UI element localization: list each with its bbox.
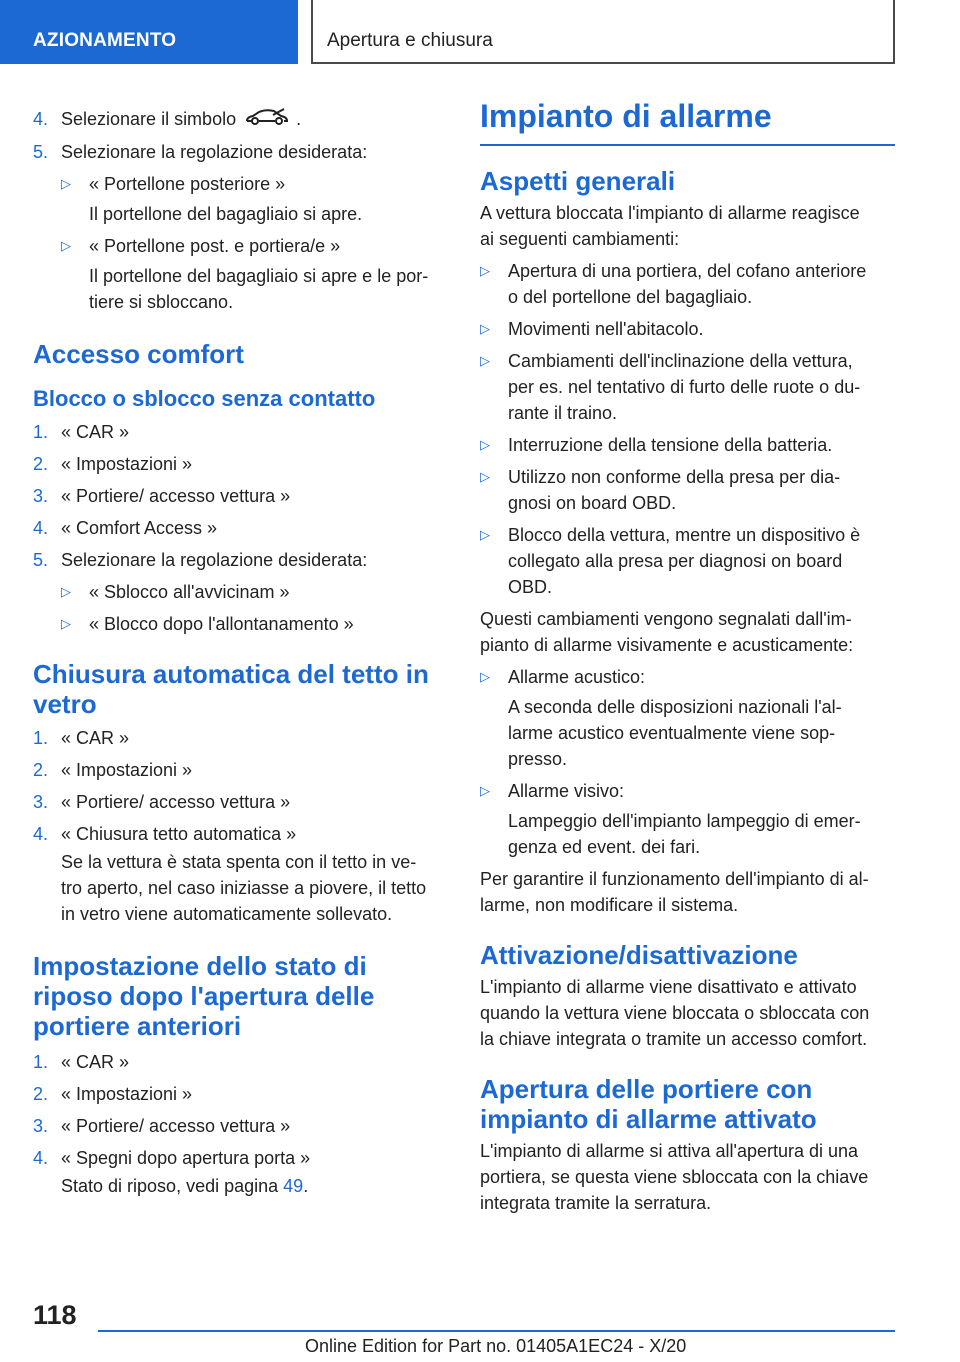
bullet-line: Interruzione della tensione della batteria. — [508, 435, 833, 455]
option-item — [61, 579, 445, 605]
step-item — [33, 1049, 445, 1075]
change-item — [480, 522, 895, 600]
triangle-bullet-icon: ▷ — [61, 176, 71, 192]
heading-contactless: Blocco o sblocco senza contatto — [33, 386, 376, 412]
step-text: « Portiere/ accesso vettura » — [61, 1116, 291, 1137]
heading-line: Impostazione dello stato di — [33, 951, 367, 982]
step-item — [33, 757, 445, 783]
heading-line: riposo dopo l'apertura delle — [33, 981, 375, 1012]
triangle-bullet-icon: ▷ — [61, 584, 71, 600]
step-text: « Impostazioni » — [61, 1084, 193, 1105]
triangle-bullet-icon: ▷ — [480, 263, 490, 278]
heading-general: Aspetti generali — [480, 166, 676, 196]
step-item — [33, 483, 445, 509]
step-text: « Comfort Access » — [61, 518, 218, 539]
option-desc: Il portellone del bagagliaio si apre e le por- — [89, 266, 429, 287]
triangle-bullet-icon: ▷ — [480, 321, 490, 336]
triangle-bullet-icon: ▷ — [480, 669, 490, 684]
triangle-bullet-icon: ▷ — [61, 238, 71, 254]
heading-line: Chiusura automatica del tetto in — [33, 659, 429, 690]
right-column — [480, 96, 895, 1222]
bullet-line: Cambiamenti dell'inclinazione della vettura, — [508, 351, 853, 371]
step-text: Selezionare il simbolo — [61, 109, 237, 129]
rest-note — [33, 1173, 445, 1199]
heading-roof — [33, 659, 445, 719]
step-text: « CAR » — [61, 728, 130, 749]
doors-paragraph — [480, 1138, 895, 1216]
step-text: « Spegni dopo apertura porta » — [61, 1148, 311, 1169]
para-line: A vettura bloccata l'impianto di allarme reagisce — [480, 203, 860, 223]
step-number: 4. — [33, 109, 49, 129]
bullet-line: OBD. — [508, 577, 553, 597]
para-line: integrata tramite la serratura. — [480, 1193, 712, 1213]
step-item — [33, 139, 445, 165]
para-line: la chiave integrata o tramite un accesso comfort. — [480, 1029, 868, 1049]
heading-line: portiere anteriori — [33, 1011, 242, 1042]
step-number: 2. — [33, 1084, 49, 1105]
option-desc: Il portellone del bagagliaio si apre. — [89, 204, 363, 225]
page-number: 118 — [33, 1300, 77, 1330]
step-number: 1. — [33, 422, 49, 443]
para-line: Per garantire il funzionamento dell'impianto di al- — [480, 869, 869, 889]
triangle-bullet-icon: ▷ — [61, 616, 71, 632]
heading-door-opening — [480, 1074, 895, 1134]
para-line: L'impianto di allarme viene disattivato e attivato — [480, 977, 857, 997]
step-number: 2. — [33, 454, 49, 475]
heading-rule — [480, 144, 895, 146]
option-label: « Sblocco all'avvicinam » — [89, 582, 290, 603]
heading-rest-state — [33, 951, 445, 1041]
bullet-label: Allarme acustico: — [508, 667, 646, 687]
heading-alarm-system: Impianto di allarme — [480, 98, 772, 134]
option-label: « Blocco dopo l'allontanamento » — [89, 614, 354, 635]
signal-paragraph — [480, 606, 895, 658]
step-item — [33, 725, 445, 751]
step-number: 1. — [33, 728, 49, 749]
option-item — [61, 233, 445, 315]
bullet-line: o del portellone del bagagliaio. — [508, 287, 753, 307]
bullet-line: larme acustico eventualmente viene sop- — [508, 723, 836, 743]
bullet-line: Movimenti nell'abitacolo. — [508, 319, 704, 339]
bullet-line: per es. nel tentativo di furto delle ruote o du- — [508, 377, 861, 397]
para-line: Questi cambiamenti vengono segnalati dall'im- — [480, 609, 852, 629]
step-item — [33, 106, 445, 133]
triangle-bullet-icon: ▷ — [480, 469, 490, 484]
bullet-line: rante il traino. — [508, 403, 618, 423]
change-item — [480, 316, 895, 342]
step-item — [33, 1113, 445, 1139]
step-number: 4. — [33, 518, 49, 539]
option-label: « Portellone post. e portiera/e » — [89, 236, 341, 257]
option-label: « Portellone posteriore » — [89, 174, 286, 195]
footer-edition: Online Edition for Part no. 01405A1EC24 - X/20 — [305, 1336, 687, 1356]
step-item — [33, 789, 445, 815]
guarantee-paragraph — [480, 866, 895, 918]
step-item — [33, 451, 445, 477]
step-number: 5. — [33, 550, 49, 571]
para-line: quando la vettura viene bloccata o sbloccata con — [480, 1003, 870, 1023]
para-line: larme, non modificare il sistema. — [480, 895, 739, 915]
bullet-line: genza ed event. dei fari. — [508, 837, 701, 857]
step-number: 3. — [33, 792, 49, 813]
step-text: « CAR » — [61, 1052, 130, 1073]
bullet-line: gnosi on board OBD. — [508, 493, 677, 513]
change-item — [480, 348, 895, 426]
bullet-label: Allarme visivo: — [508, 781, 625, 801]
step-suffix: . — [296, 109, 302, 129]
heading-line: Apertura delle portiere con — [480, 1074, 813, 1104]
step-text: « Impostazioni » — [61, 454, 193, 475]
step-text: Selezionare la regolazione desiderata: — [61, 142, 368, 163]
footer-rule — [98, 1330, 895, 1332]
change-item — [480, 432, 895, 458]
heading-activation: Attivazione/disattivazione — [480, 940, 798, 970]
step-item — [33, 547, 445, 573]
left-column — [33, 96, 445, 1199]
triangle-bullet-icon: ▷ — [480, 437, 490, 452]
triangle-bullet-icon: ▷ — [480, 353, 490, 368]
step-number: 1. — [33, 1052, 49, 1073]
bullet-line: Utilizzo non conforme della presa per dia- — [508, 467, 841, 487]
step-number: 5. — [33, 142, 49, 163]
heading-comfort-access: Accesso comfort — [33, 339, 244, 370]
step-text: « Impostazioni » — [61, 760, 193, 781]
heading-line: impianto di allarme attivato — [480, 1104, 817, 1134]
car-icon — [244, 107, 290, 133]
step-text: « Portiere/ accesso vettura » — [61, 792, 291, 813]
step-item — [33, 515, 445, 541]
bullet-line: presso. — [508, 749, 568, 769]
heading-line: vetro — [33, 689, 97, 720]
step-text: « CAR » — [61, 422, 130, 443]
triangle-bullet-icon: ▷ — [480, 527, 490, 542]
option-item — [61, 611, 445, 637]
bullet-line: Blocco della vettura, mentre un dispositivo è — [508, 525, 861, 545]
step-item — [33, 1081, 445, 1107]
note-line: in vetro viene automaticamente sollevato. — [61, 904, 393, 925]
para-line: portiera, se questa viene sbloccata con la chiave — [480, 1167, 869, 1187]
option-desc: tiere si sbloccano. — [89, 292, 234, 313]
triangle-bullet-icon: ▷ — [480, 783, 490, 798]
step-text: « Portiere/ accesso vettura » — [61, 486, 291, 507]
para-line: L'impianto di allarme si attiva all'apertura di una — [480, 1141, 859, 1161]
chapter-title: Apertura e chiusura — [311, 0, 895, 64]
roof-note — [33, 849, 445, 927]
step-text: Selezionare la regolazione desiderata: — [61, 550, 368, 571]
visual-alarm-item — [480, 778, 895, 860]
step-number: 4. — [33, 1148, 49, 1169]
bullet-line: Apertura di una portiera, del cofano anteriore — [508, 261, 867, 281]
note-line: tro aperto, nel caso iniziasse a piovere, il tetto — [61, 878, 427, 899]
step-number: 3. — [33, 486, 49, 507]
note-dot: . — [303, 1176, 309, 1197]
option-item — [61, 171, 445, 227]
step-number: 2. — [33, 760, 49, 781]
step-item — [33, 821, 445, 847]
step-text: « Chiusura tetto automatica » — [61, 824, 297, 845]
para-line: ai seguenti cambiamenti: — [480, 229, 680, 249]
page-link[interactable]: 49 — [283, 1176, 304, 1197]
step-number: 4. — [33, 824, 49, 845]
section-tab: AZIONAMENTO — [0, 0, 298, 64]
note-line: Se la vettura è stata spenta con il tetto in ve- — [61, 852, 417, 873]
activation-paragraph — [480, 974, 895, 1052]
change-item — [480, 464, 895, 516]
bullet-line: Lampeggio dell'impianto lampeggio di emer- — [508, 811, 861, 831]
note-text: Stato di riposo, vedi pagina — [61, 1176, 279, 1197]
step-item — [33, 1145, 445, 1171]
para-line: pianto di allarme visivamente e acusticamente: — [480, 635, 854, 655]
bullet-line: A seconda delle disposizioni nazionali l'al- — [508, 697, 842, 717]
bullet-line: collegato alla presa per diagnosi on board — [508, 551, 843, 571]
acoustic-alarm-item — [480, 664, 895, 772]
step-number: 3. — [33, 1116, 49, 1137]
change-item — [480, 258, 895, 310]
step-item — [33, 419, 445, 445]
intro-paragraph — [480, 200, 895, 252]
